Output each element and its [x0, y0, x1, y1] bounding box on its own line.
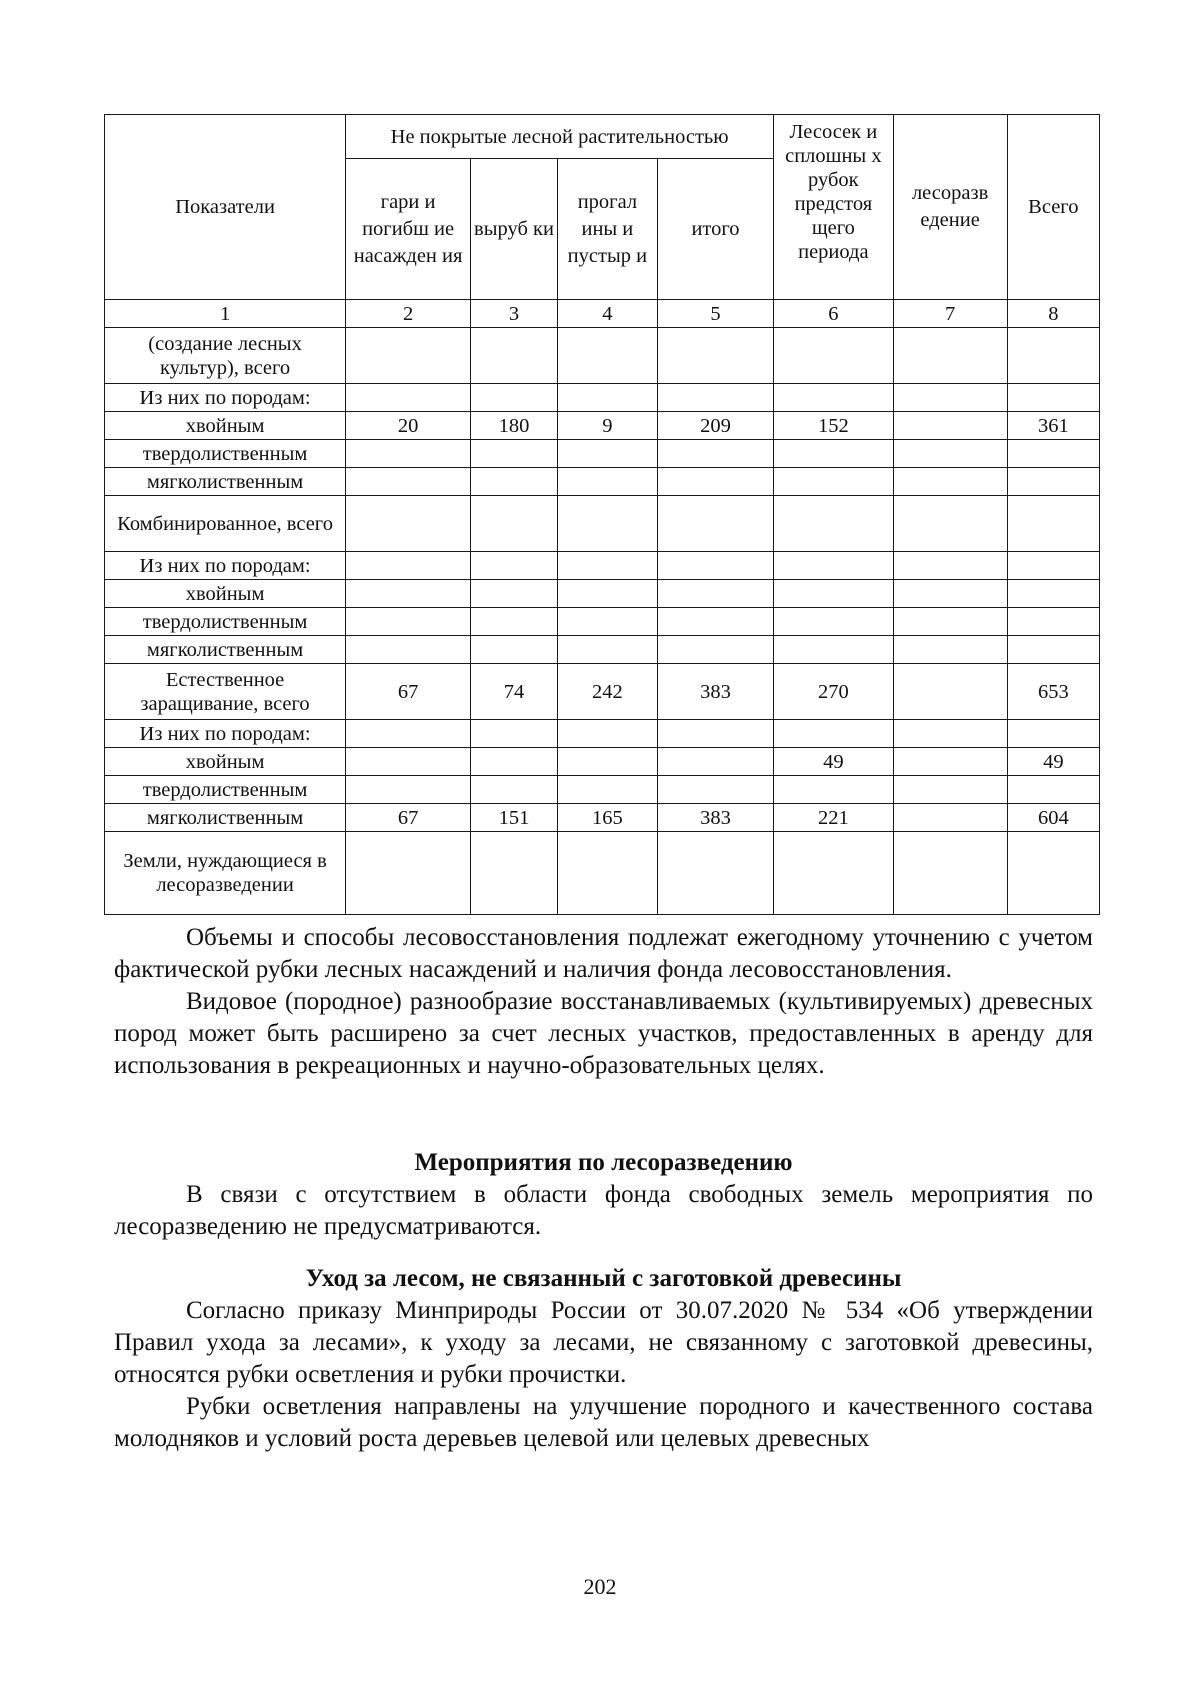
table-cell: 180	[471, 412, 558, 440]
table-cell	[471, 608, 558, 636]
table-row	[105, 832, 1100, 915]
table-cell	[893, 720, 1007, 748]
column-number: 8	[1007, 300, 1099, 328]
table-cell: 67	[346, 804, 471, 832]
column-number: 3	[471, 300, 558, 328]
table-cell	[657, 580, 773, 608]
table-cell	[346, 776, 471, 804]
table-cell	[471, 440, 558, 468]
table-cell	[557, 552, 657, 580]
table-cell: 270	[774, 664, 893, 720]
table-cell	[1007, 468, 1099, 496]
table-row	[105, 496, 1100, 552]
row-label: хвойным	[105, 748, 346, 776]
row-label: мягколиственным	[105, 804, 346, 832]
table-cell	[471, 552, 558, 580]
table-cell	[774, 440, 893, 468]
row-label: хвойным	[105, 412, 346, 440]
table-cell: 242	[557, 664, 657, 720]
text-block-forest-care	[114, 1295, 1093, 1455]
table-cell	[346, 496, 471, 552]
table-cell	[1007, 496, 1099, 552]
header-total: Всего	[1007, 115, 1099, 300]
table-cell	[1007, 720, 1099, 748]
table-cell: 9	[557, 412, 657, 440]
table-cell	[893, 412, 1007, 440]
table-cell	[657, 776, 773, 804]
table-cell	[657, 496, 773, 552]
row-label: хвойным	[105, 580, 346, 608]
table-cell	[774, 776, 893, 804]
row-label: мягколиственным	[105, 636, 346, 664]
table-cell	[893, 748, 1007, 776]
table-cell	[657, 636, 773, 664]
table-cell	[557, 384, 657, 412]
table-cell	[893, 832, 1007, 915]
table-cell	[557, 440, 657, 468]
table-cell	[1007, 832, 1099, 915]
table-cell	[657, 608, 773, 636]
table-cell: 361	[1007, 412, 1099, 440]
table-row	[105, 748, 1100, 776]
table-cell	[471, 468, 558, 496]
table-cell	[774, 384, 893, 412]
table-cell	[657, 832, 773, 915]
table-cell	[893, 664, 1007, 720]
text-block-restoration	[114, 922, 1093, 1082]
table-cell	[1007, 608, 1099, 636]
table-cell	[346, 552, 471, 580]
forest-restoration-table	[104, 114, 1100, 915]
table-cell	[471, 580, 558, 608]
table-cell	[774, 328, 893, 384]
table-cell	[346, 832, 471, 915]
table-row	[105, 328, 1100, 384]
table-row	[105, 384, 1100, 412]
heading-afforestation: Мероприятия по лесоразведению	[414, 1149, 793, 1176]
header-glades: прогал ины и пустыр и	[557, 159, 657, 300]
header-cutting-areas: Лесосек и сплошны х рубок предстоя щего периода	[774, 115, 893, 300]
table-row	[105, 468, 1100, 496]
table-cell	[774, 608, 893, 636]
column-number: 7	[893, 300, 1007, 328]
table-cell: 67	[346, 664, 471, 720]
table-cell	[557, 720, 657, 748]
table-cell	[774, 832, 893, 915]
table-cell	[657, 384, 773, 412]
table-row	[105, 580, 1100, 608]
header-clearings: выруб ки	[471, 159, 558, 300]
paragraph: Видовое (породное) разнообразие восстанавливаемых (культивируемых) древесных пород может быть расширено за счет лесных участков, предоставленных в аренду для использования в рекреационных и научно-образовательных целях.	[114, 988, 1093, 1079]
table-row	[105, 552, 1100, 580]
paragraph: Согласно приказу Минприроды России от 30.07.2020 № 534 «Об утверждении Правил ухода за лесами», к уходу за лесами, не связанному с заготовкой древесины, относятся рубки осветления и рубки прочистки.	[114, 1297, 1093, 1388]
table-cell	[557, 832, 657, 915]
row-label: Из них по породам:	[105, 720, 346, 748]
row-label: твердолиственным	[105, 776, 346, 804]
table-cell: 20	[346, 412, 471, 440]
table-cell	[471, 496, 558, 552]
row-label: Земли, нуждающиеся в лесоразведении	[105, 832, 346, 915]
table-cell: 604	[1007, 804, 1099, 832]
row-label: твердолиственным	[105, 608, 346, 636]
table-cell: 383	[657, 804, 773, 832]
table-cell	[893, 580, 1007, 608]
column-number: 1	[105, 300, 346, 328]
table-cell	[346, 328, 471, 384]
text-block-afforestation	[114, 1179, 1093, 1243]
table-cell	[774, 636, 893, 664]
table-cell	[471, 636, 558, 664]
table-cell	[893, 804, 1007, 832]
table-cell	[471, 328, 558, 384]
table-cell	[557, 496, 657, 552]
table-cell	[893, 328, 1007, 384]
table-cell	[657, 552, 773, 580]
table-cell	[893, 496, 1007, 552]
table-cell	[774, 552, 893, 580]
table-cell	[1007, 776, 1099, 804]
row-label: Из них по породам:	[105, 552, 346, 580]
header-indicators: Показатели	[105, 115, 346, 300]
table-row	[105, 412, 1100, 440]
table-cell	[471, 776, 558, 804]
table-cell	[471, 832, 558, 915]
table-cell	[557, 468, 657, 496]
table-cell	[346, 720, 471, 748]
table-cell: 151	[471, 804, 558, 832]
table-cell	[1007, 636, 1099, 664]
heading-forest-care: Уход за лесом, не связанный с заготовкой древесины	[305, 1265, 902, 1292]
row-label: мягколиственным	[105, 468, 346, 496]
column-number-row	[105, 300, 1100, 328]
page-number: 202	[583, 1574, 617, 1599]
row-label: твердолиственным	[105, 440, 346, 468]
table-cell	[557, 748, 657, 776]
table-cell	[346, 580, 471, 608]
table-cell	[1007, 580, 1099, 608]
table-row	[105, 608, 1100, 636]
table-cell: 49	[1007, 748, 1099, 776]
header-burns: гари и погибш ие насажден ия	[346, 159, 471, 300]
table-row	[105, 776, 1100, 804]
table-row	[105, 804, 1100, 832]
table-cell	[893, 552, 1007, 580]
table-cell	[346, 384, 471, 412]
table-cell	[346, 748, 471, 776]
table-cell	[774, 720, 893, 748]
table-cell: 653	[1007, 664, 1099, 720]
row-label: Естественное заращивание, всего	[105, 664, 346, 720]
table-cell	[657, 720, 773, 748]
paragraph: Рубки осветления направлены на улучшение породного и качественного состава молодняков и условий роста деревьев целевой или целевых древесных	[114, 1393, 1093, 1452]
table-cell	[346, 440, 471, 468]
paragraph: Объемы и способы лесовосстановления подлежат ежегодному уточнению с учетом фактической рубки лесных насаждений и наличия фонда лесовосстановления.	[114, 924, 1093, 983]
table-cell	[893, 440, 1007, 468]
table-cell	[346, 636, 471, 664]
row-label: Из них по породам:	[105, 384, 346, 412]
table-cell: 165	[557, 804, 657, 832]
table-cell: 383	[657, 664, 773, 720]
table-cell	[774, 580, 893, 608]
table-row	[105, 440, 1100, 468]
table-cell: 209	[657, 412, 773, 440]
table-cell	[1007, 440, 1099, 468]
table-cell	[893, 636, 1007, 664]
table-cell	[657, 440, 773, 468]
table-cell: 49	[774, 748, 893, 776]
table-cell	[657, 328, 773, 384]
row-label: Комбинированное, всего	[105, 496, 346, 552]
header-not-covered: Не покрытые лесной растительностью	[346, 115, 774, 159]
column-number: 4	[557, 300, 657, 328]
row-label: (создание лесных культур), всего	[105, 328, 346, 384]
table-cell	[557, 608, 657, 636]
column-number: 6	[774, 300, 893, 328]
table-row	[105, 664, 1100, 720]
table-cell	[1007, 384, 1099, 412]
table-cell	[774, 468, 893, 496]
table-cell: 152	[774, 412, 893, 440]
table-cell	[657, 748, 773, 776]
table-cell	[1007, 328, 1099, 384]
table-cell	[893, 608, 1007, 636]
table-cell	[557, 776, 657, 804]
table-cell	[471, 384, 558, 412]
table-cell	[893, 384, 1007, 412]
table-row	[105, 720, 1100, 748]
table-cell	[893, 776, 1007, 804]
table-cell	[346, 608, 471, 636]
table-cell	[657, 468, 773, 496]
header-afforestation: лесоразв едение	[893, 115, 1007, 300]
table-cell: 74	[471, 664, 558, 720]
table-cell	[471, 748, 558, 776]
table-cell	[557, 580, 657, 608]
table-cell: 221	[774, 804, 893, 832]
table-row	[105, 636, 1100, 664]
table-cell	[893, 468, 1007, 496]
table-cell	[471, 720, 558, 748]
table-cell	[557, 636, 657, 664]
table-cell	[346, 468, 471, 496]
column-number: 5	[657, 300, 773, 328]
paragraph: В связи с отсутствием в области фонда свободных земель мероприятия по лесоразведению не предусматриваются.	[114, 1181, 1093, 1240]
table-cell	[557, 328, 657, 384]
table-cell	[774, 496, 893, 552]
column-number: 2	[346, 300, 471, 328]
header-subtotal: итого	[657, 159, 773, 300]
table-cell	[1007, 552, 1099, 580]
